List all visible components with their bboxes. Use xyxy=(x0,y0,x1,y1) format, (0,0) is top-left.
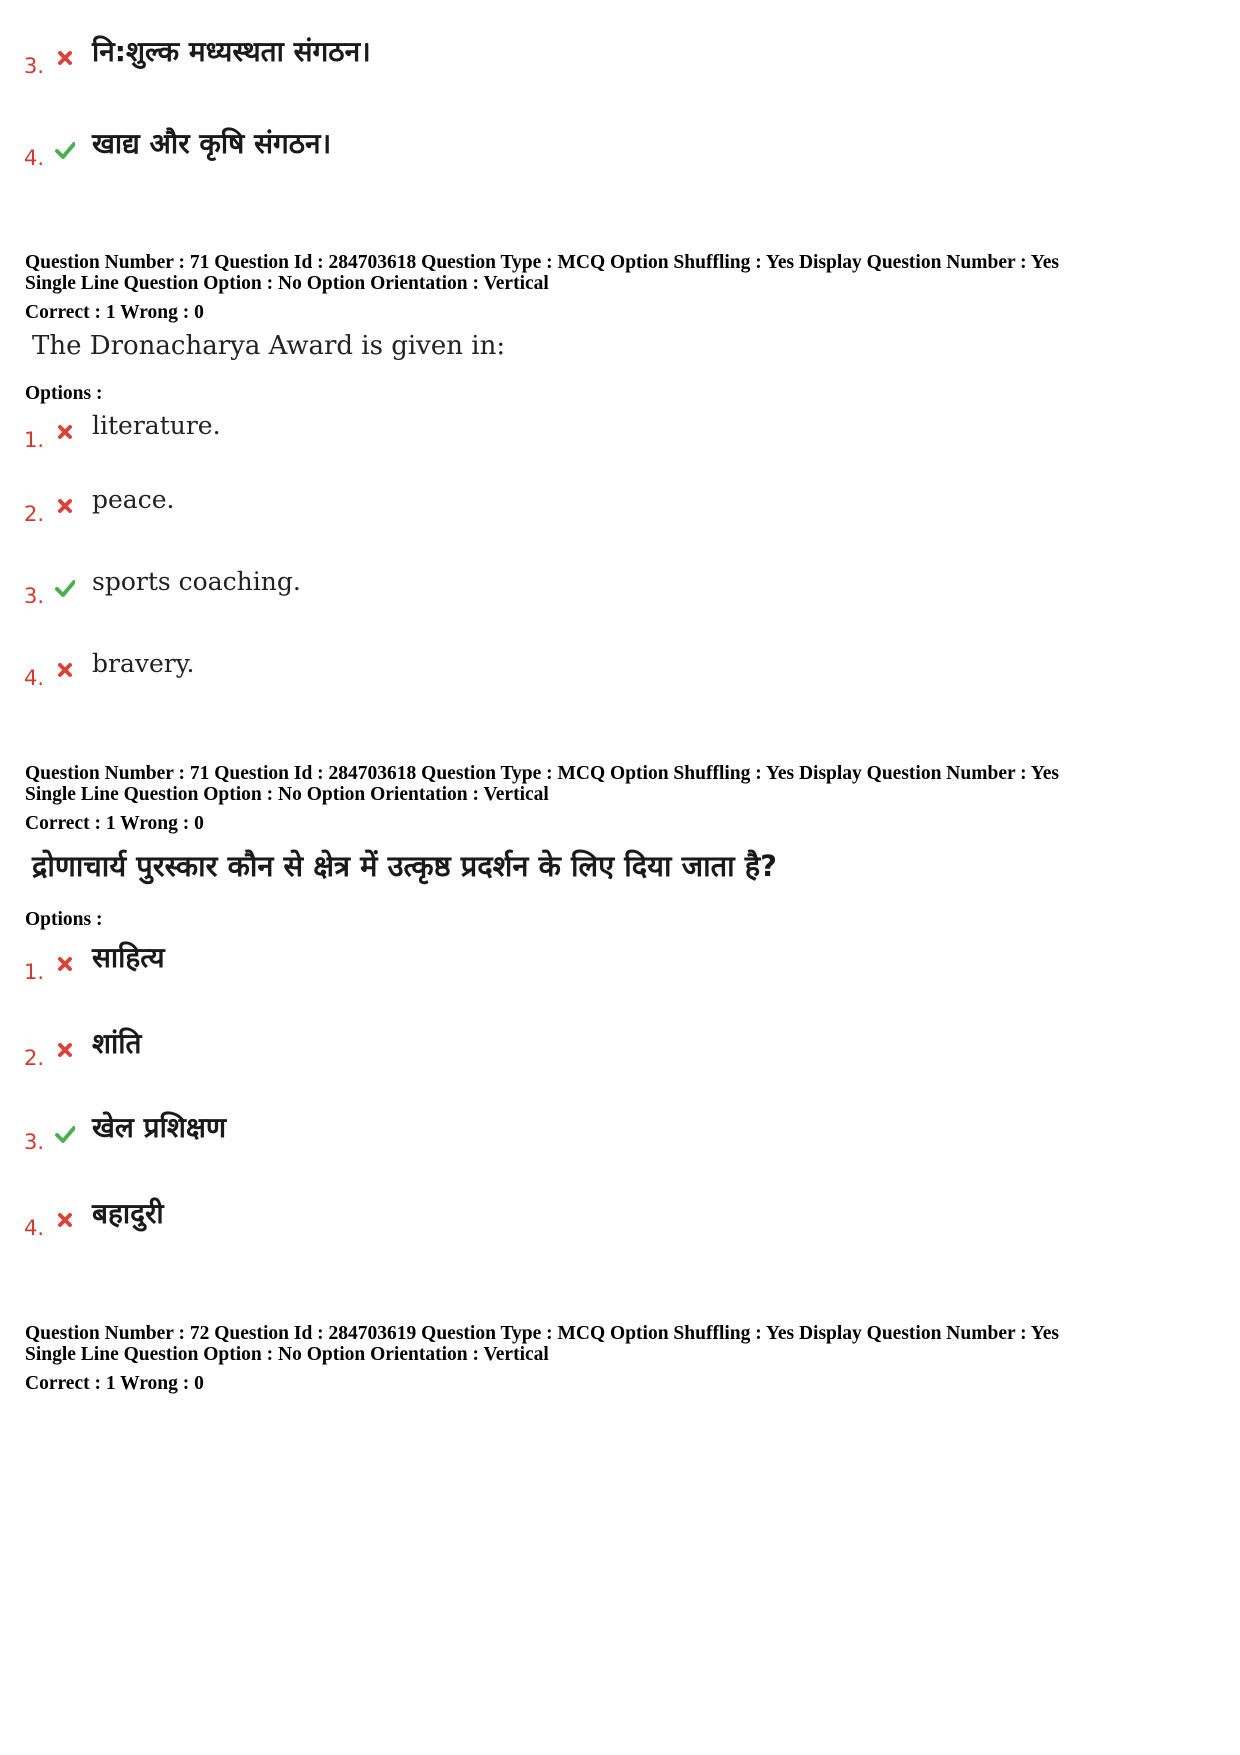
option-number: 4. xyxy=(24,1216,45,1240)
option-item xyxy=(0,410,1240,460)
cross-icon xyxy=(55,1040,75,1060)
question-text: The Dronacharya Award is given in: xyxy=(32,331,506,361)
option-text: peace. xyxy=(92,485,175,514)
question-meta-line: Single Line Question Option : No Option Orientation : Vertical xyxy=(25,273,549,294)
option-item xyxy=(0,1198,1240,1248)
cross-icon xyxy=(55,496,75,516)
option-text: बहादुरी xyxy=(92,1197,164,1230)
option-number: 1. xyxy=(24,428,45,452)
cross-icon xyxy=(55,422,75,442)
check-icon xyxy=(55,578,75,598)
option-number: 3. xyxy=(24,1130,45,1154)
check-icon xyxy=(55,1124,75,1144)
option-number: 1. xyxy=(24,960,45,984)
question-meta-line: Question Number : 72 Question Id : 284703619 Question Type : MCQ Option Shuffling : Yes Display Question Number : Yes xyxy=(25,1323,1059,1344)
question-meta-line: Question Number : 71 Question Id : 284703618 Question Type : MCQ Option Shuffling : Yes Display Question Number : Yes xyxy=(25,763,1059,784)
option-number: 3. xyxy=(24,584,45,608)
option-item xyxy=(0,942,1240,992)
option-number: 3. xyxy=(24,54,45,78)
option-text: bravery. xyxy=(92,649,195,678)
option-item xyxy=(0,1028,1240,1078)
option-text: literature. xyxy=(92,411,221,440)
options-label: Options : xyxy=(25,383,103,404)
option-text: साहित्य xyxy=(92,941,165,974)
cross-icon xyxy=(55,48,75,68)
check-icon xyxy=(55,140,75,160)
option-number: 2. xyxy=(24,1046,45,1070)
option-text: खाद्य और कृषि संगठन। xyxy=(92,127,332,160)
option-number: 4. xyxy=(24,666,45,690)
option-text: नि:शुल्क मध्यस्थता संगठन। xyxy=(92,35,371,68)
question-meta-line: Question Number : 71 Question Id : 284703618 Question Type : MCQ Option Shuffling : Yes Display Question Number : Yes xyxy=(25,252,1059,273)
option-number: 4. xyxy=(24,146,45,170)
option-item xyxy=(0,566,1240,616)
marks-line: Correct : 1 Wrong : 0 xyxy=(25,1373,204,1394)
option-text: खेल प्रशिक्षण xyxy=(92,1111,227,1144)
option-item xyxy=(0,128,1240,178)
marks-line: Correct : 1 Wrong : 0 xyxy=(25,813,204,834)
question-meta-line: Single Line Question Option : No Option Orientation : Vertical xyxy=(25,784,549,805)
option-number: 2. xyxy=(24,502,45,526)
cross-icon xyxy=(55,954,75,974)
question-text: द्रोणाचार्य पुरस्कार कौन से क्षेत्र में उत्कृष्ठ प्रदर्शन के लिए दिया जाता है? xyxy=(32,849,777,883)
option-text: शांति xyxy=(92,1027,142,1060)
marks-line: Correct : 1 Wrong : 0 xyxy=(25,302,204,323)
options-label: Options : xyxy=(25,909,103,930)
option-item xyxy=(0,1112,1240,1162)
option-text: sports coaching. xyxy=(92,567,301,596)
option-item xyxy=(0,648,1240,698)
cross-icon xyxy=(55,660,75,680)
option-item xyxy=(0,484,1240,534)
option-item xyxy=(0,36,1240,86)
question-meta-line: Single Line Question Option : No Option Orientation : Vertical xyxy=(25,1344,549,1365)
cross-icon xyxy=(55,1210,75,1230)
